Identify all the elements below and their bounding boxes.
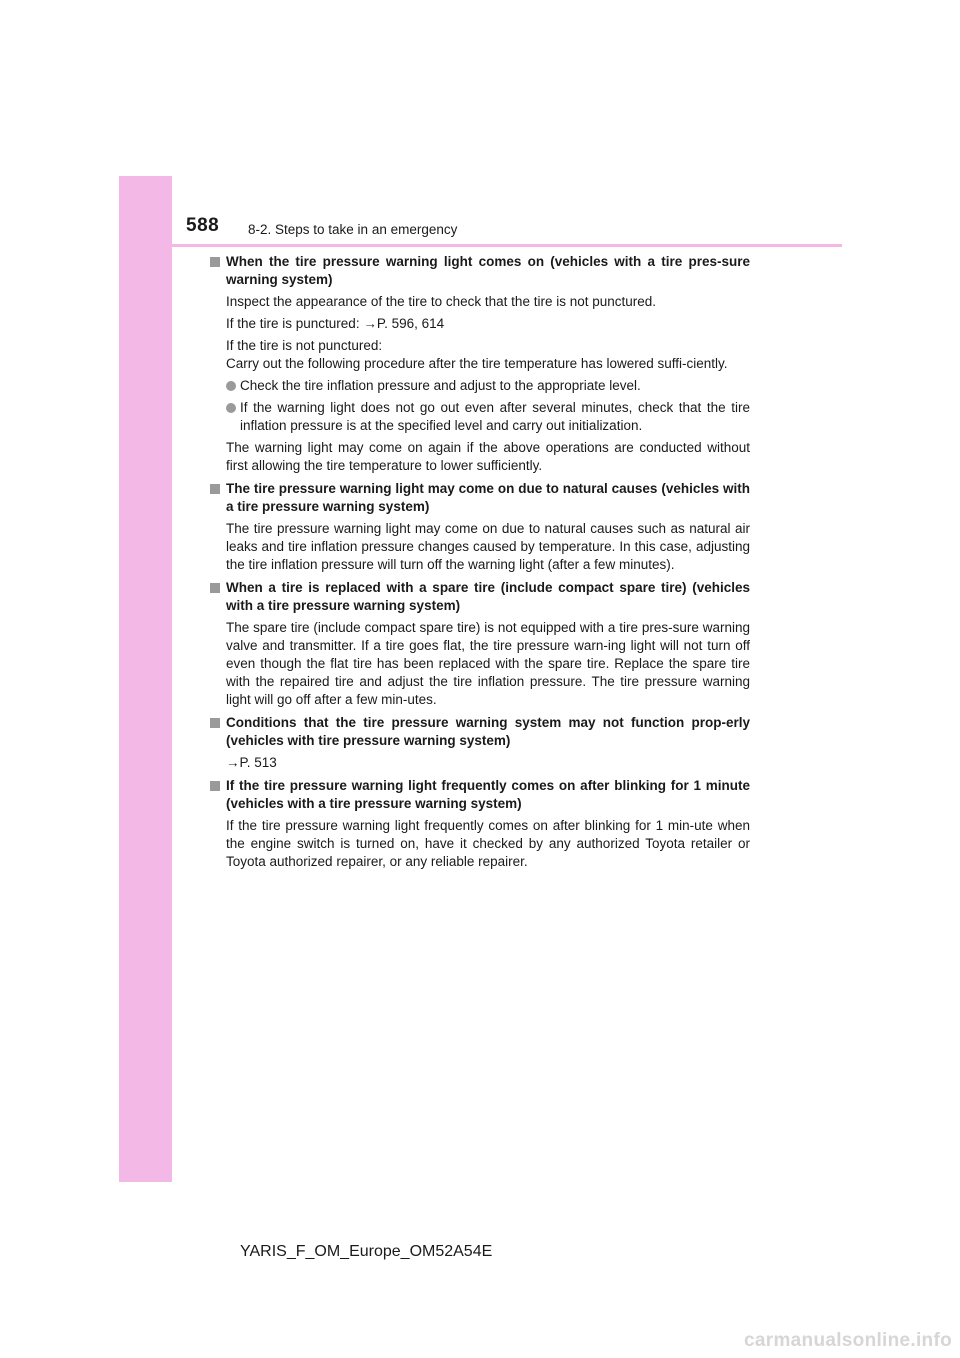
section-heading: If the tire pressure warning light frequently comes on after blinking for 1 minute (vehicles with a tire pressure warning system) bbox=[210, 777, 750, 813]
main-content bbox=[210, 253, 750, 876]
section-spare-tire bbox=[210, 579, 750, 709]
paragraph: The tire pressure warning light may come on due to natural causes such as natural air leaks and tire inflation pressure changes caused by temperature. In this case, adjusting the tire inflation pressure will turn off the warning light (after a few minutes). bbox=[226, 521, 750, 572]
square-bullet-icon bbox=[210, 583, 220, 593]
paragraph-reference: →P. 513 bbox=[226, 755, 277, 770]
paragraph: If the tire is not punctured: Carry out the following procedure after the tire temperature has lowered suffi-ciently. bbox=[226, 338, 728, 371]
square-bullet-icon bbox=[210, 718, 220, 728]
side-tab-band bbox=[119, 176, 172, 1182]
paragraph-note: The warning light may come on again if the above operations are conducted without first allowing the tire temperature to lower sufficiently. bbox=[226, 440, 750, 473]
page-number: 588 bbox=[186, 215, 220, 236]
section-frequent-light bbox=[210, 777, 750, 871]
section-heading: Conditions that the tire pressure warning system may not function prop-erly (vehicles with tire pressure warning system) bbox=[210, 714, 750, 750]
footer-doc-id: YARIS_F_OM_Europe_OM52A54E bbox=[240, 1243, 493, 1260]
section-natural-causes bbox=[210, 480, 750, 574]
paragraph: If the tire pressure warning light frequently comes on after blinking for 1 min-ute when the engine switch is turned on, have it checked by any authorized Toyota retailer or Toyota authorized repairer, or any reliable repairer. bbox=[226, 818, 750, 869]
list-item: If the warning light does not go out even after several minutes, check that the tire inflation pressure is at the specified level and carry out initialization. bbox=[210, 399, 750, 435]
list-item: Check the tire inflation pressure and adjust to the appropriate level. bbox=[210, 377, 750, 395]
square-bullet-icon bbox=[210, 781, 220, 791]
paragraph: The spare tire (include compact spare tire) is not equipped with a tire pres-sure warning valve and transmitter. If a tire goes flat, the tire pressure warn-ing light will not turn off even though the flat tire has been replaced with the spare tire. Replace the spare tire with the repaired tire and adjust the tire inflation pressure. The tire pressure warning light will go off after a few min-utes. bbox=[226, 620, 750, 707]
square-bullet-icon bbox=[210, 257, 220, 267]
section-conditions bbox=[210, 714, 750, 772]
paragraph: Inspect the appearance of the tire to check that the tire is not punctured. bbox=[226, 294, 657, 309]
section-heading: The tire pressure warning light may come on due to natural causes (vehicles with a tire pressure warning system) bbox=[210, 480, 750, 516]
section-title: 8-2. Steps to take in an emergency bbox=[248, 222, 458, 237]
section-heading: When a tire is replaced with a spare tire (include compact spare tire) (vehicles with a tire pressure warning system) bbox=[210, 579, 750, 615]
round-bullet-icon bbox=[226, 381, 236, 391]
paragraph-reference: If the tire is punctured: →P. 596, 614 bbox=[226, 316, 445, 331]
watermark: carmanualsonline.info bbox=[744, 1330, 952, 1351]
section-tpws-light-on bbox=[210, 253, 750, 475]
header-rule bbox=[172, 244, 842, 247]
section-heading: When the tire pressure warning light comes on (vehicles with a tire pres-sure warning system) bbox=[210, 253, 750, 289]
square-bullet-icon bbox=[210, 484, 220, 494]
round-bullet-icon bbox=[226, 403, 236, 413]
